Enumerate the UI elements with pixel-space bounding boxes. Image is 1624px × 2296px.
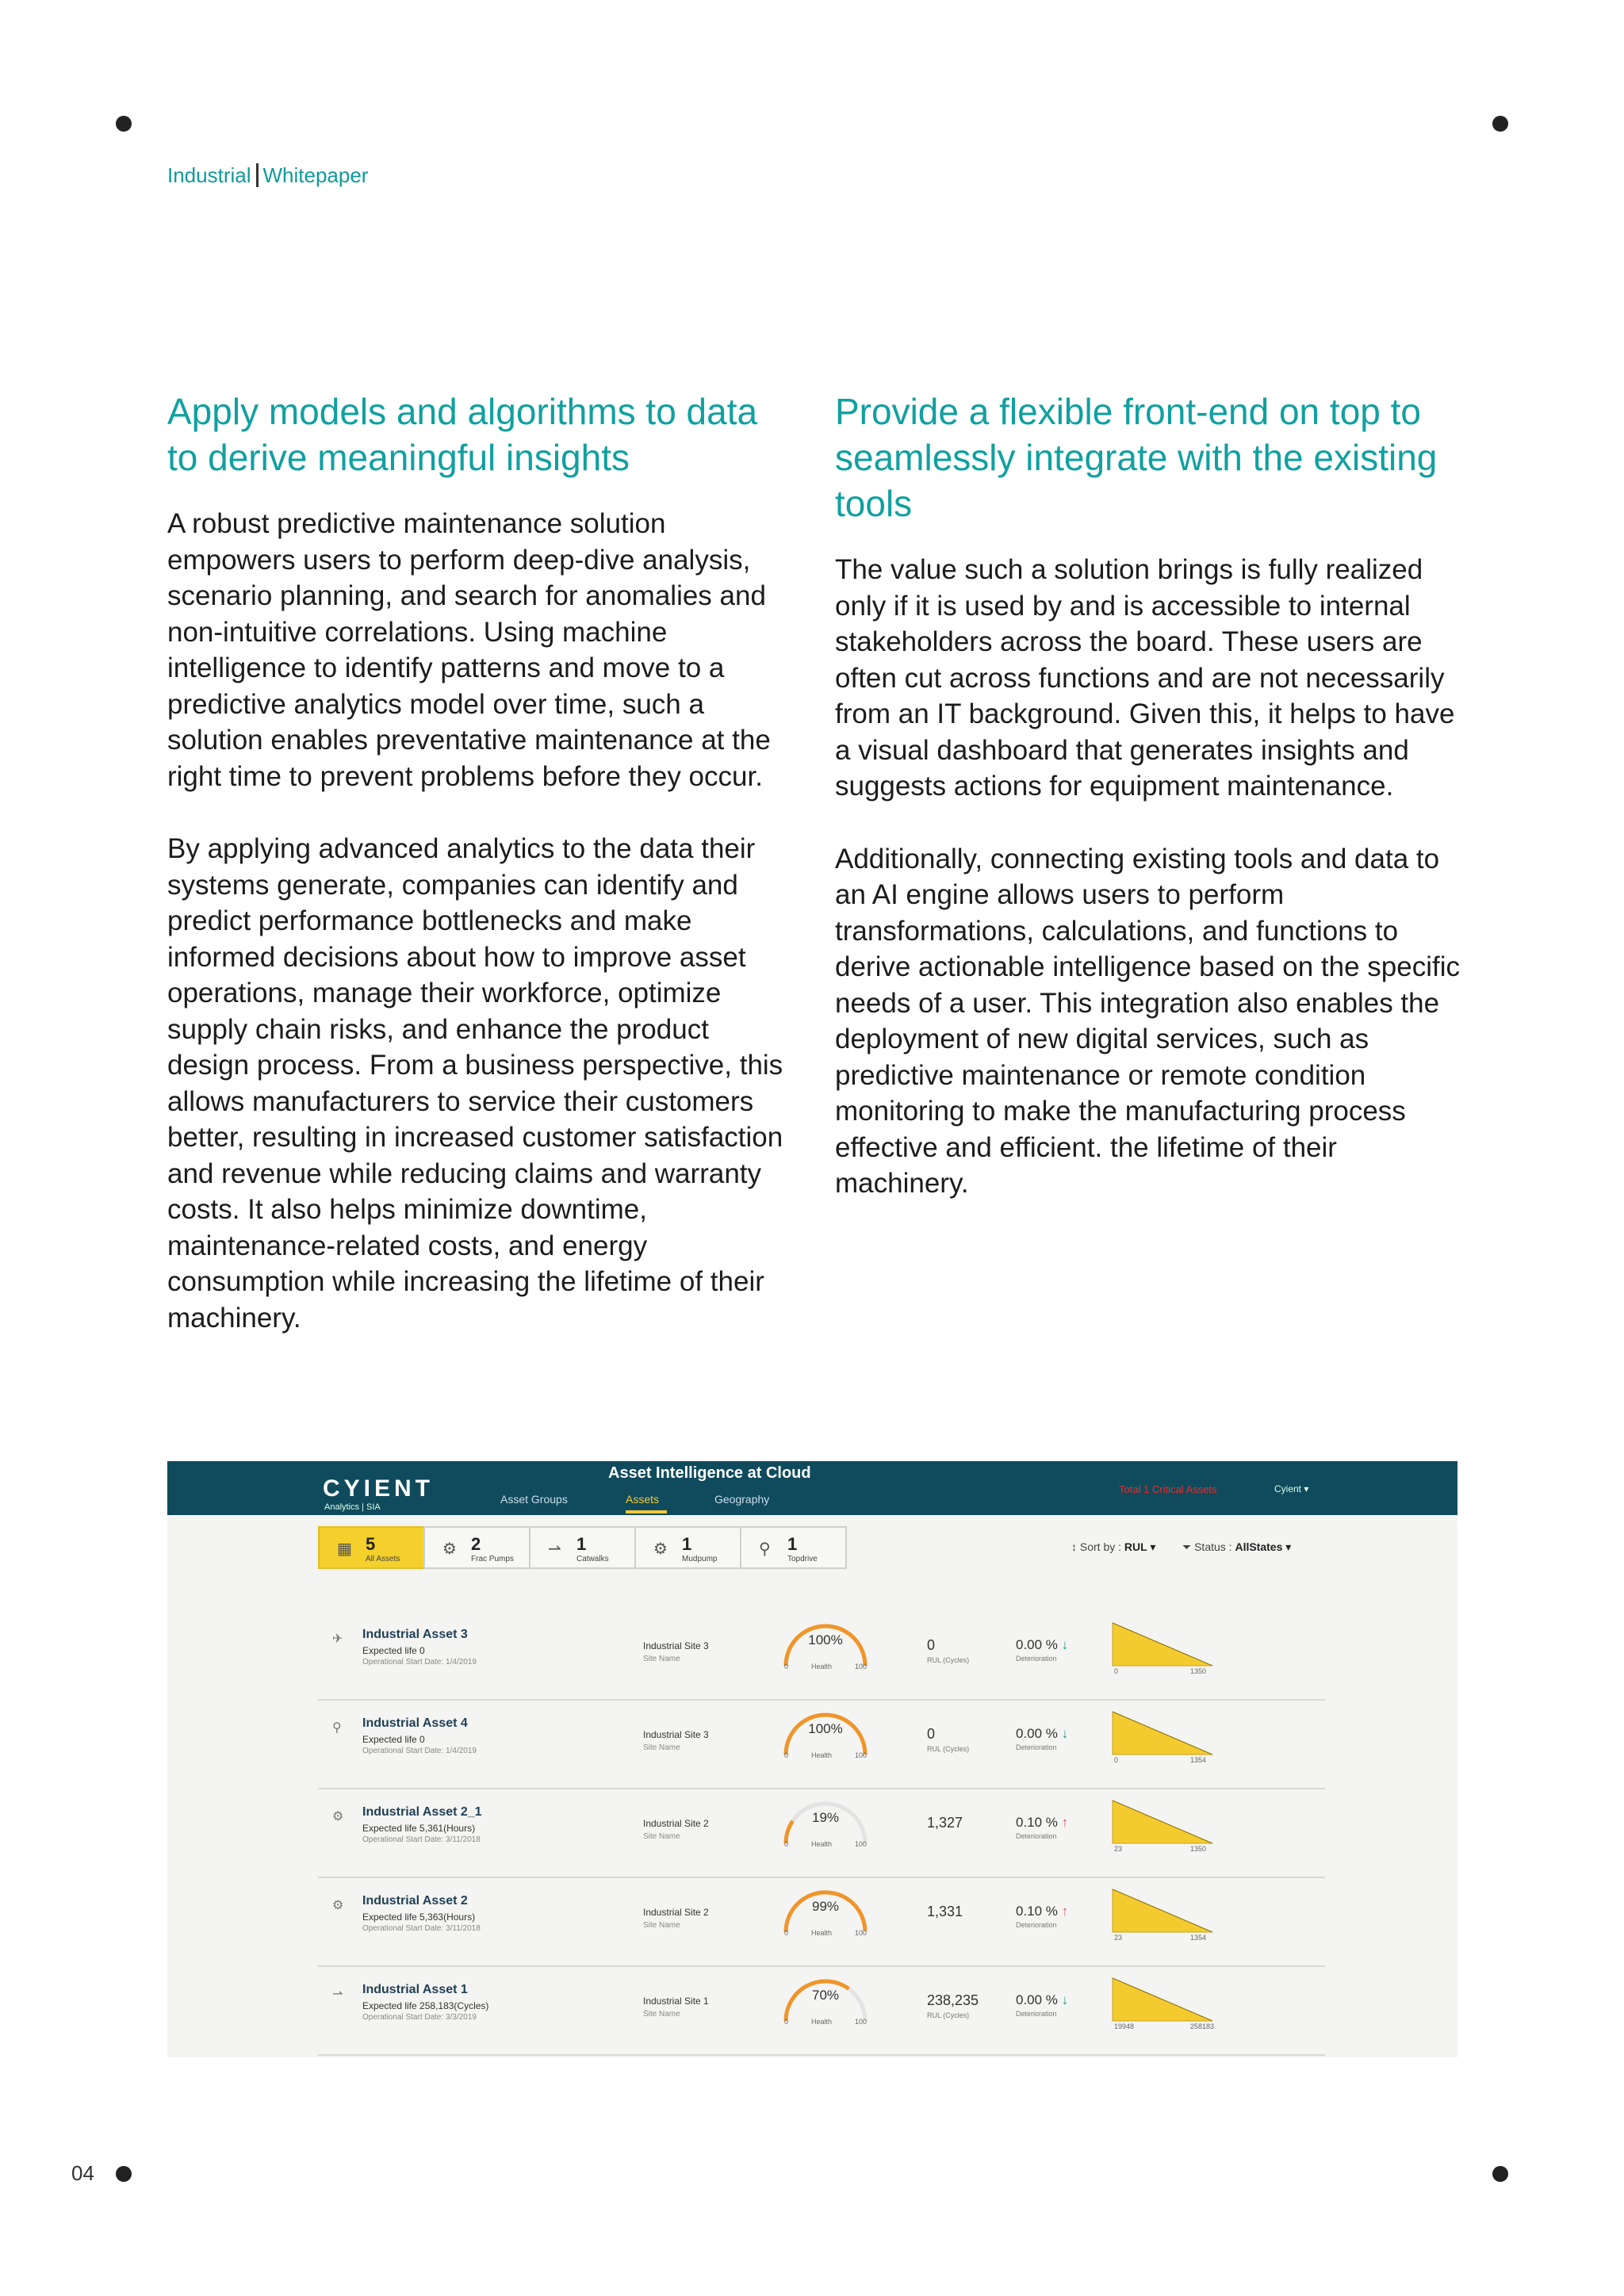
asset-site-label: Site Name [643,1743,680,1752]
deterioration-label: Deterioration [1016,1921,1057,1929]
grid-icon: ▦ [337,1540,352,1558]
gauge-max: 100 [855,2018,868,2026]
gauge-max: 100 [855,1663,868,1670]
filter-label: Topdrive [787,1555,818,1563]
brand-subtitle: Analytics | SIA [324,1502,381,1512]
status-value: AllStates ▾ [1235,1540,1292,1553]
critical-assets-link[interactable]: Total 1 Critical Assets [1119,1483,1217,1495]
gauge-label: Health [811,1840,833,1848]
deterioration-number: 0.10 % [1016,1815,1058,1830]
trend-down-icon: ↓ [1061,1992,1069,2007]
chart-x-max: 258183 [1190,2022,1215,2030]
asset-site-label: Site Name [643,1921,680,1930]
gauge-label: Health [811,1751,833,1759]
chart-x-max: 1354 [1190,1934,1207,1942]
page-number: 04 [71,2161,94,2185]
gauge-label: Health [811,1929,833,1937]
left-paragraph: By applying advanced analytics to the data their systems generate, companies can identify and predict performance bottlenecks and make informed decisions about how to improve asset operations, manage their workforce, optimize supply chain risks, and enhance the product design process. From a business perspective, this allows manufacturers to service their customers better, resulting in increased customer satisfaction and revenue while reducing claims and warranty costs. It also helps minimize downtime, maintenance-related costs, and energy consumption while increasing the lifetime of their machinery. [167,833,783,1334]
filter-count: 1 [787,1534,798,1554]
rul-value: 0 [927,1726,936,1742]
filter-label: Mudpump [682,1555,718,1563]
deterioration-number: 0.00 % [1016,1992,1058,2007]
filter-frac-pumps[interactable] [423,1526,530,1569]
rul-value: 0 [927,1637,936,1653]
deterioration-chart [1111,1888,1214,1934]
nav-geography[interactable]: Geography [714,1493,770,1506]
nav-asset-groups[interactable]: Asset Groups [500,1493,568,1506]
asset-type-icon: ⚙ [332,1899,344,1912]
rul-value: 1,327 [927,1815,963,1831]
gauge-max: 100 [855,1751,868,1759]
gauge-max: 100 [855,1840,868,1848]
pump-icon: ⚙ [442,1540,457,1558]
asset-type-icon: ⇀ [332,1988,343,2001]
filter-count: 2 [471,1534,481,1554]
health-value: 19% [811,1810,840,1825]
gauge-label: Health [811,2018,833,2026]
health-value: 100% [808,1721,843,1736]
deterioration-label: Deterioration [1016,1832,1057,1840]
status-label: Status : [1194,1540,1232,1553]
header-section: Industrial [167,163,251,187]
filter-count: 5 [366,1534,376,1554]
header-doc-type: Whitepaper [262,163,369,187]
chart-x-min: 19948 [1114,2022,1135,2030]
deterioration-value [1016,1815,1068,1831]
filter-count: 1 [576,1534,587,1554]
asset-row[interactable] [318,1967,1325,2056]
sort-label: Sort by : [1079,1540,1122,1553]
asset-name[interactable]: Industrial Asset 1 [362,1983,468,1996]
gauge-min: 0 [784,2018,789,2026]
gauge-min: 0 [784,1663,789,1670]
left-paragraph: A robust predictive maintenance solution empowers users to perform deep-dive analysis, scenario planning, and search for anomalies and non-intuitive correlations. Using machine intelligence to identify patterns and move to a predictive analytics model over time, such a solution enables preventative maintenance at the right time to prevent problems before they occur. [167,508,771,792]
rul-value: 238,235 [927,1992,979,2008]
chart-x-min: 0 [1114,1756,1119,1764]
deterioration-label: Deterioration [1016,1655,1057,1663]
trend-up-icon: ↑ [1061,1904,1069,1919]
status-filter[interactable] [1182,1540,1291,1554]
corner-dot [116,2166,132,2182]
topdrive-icon: ⚲ [759,1540,771,1558]
asset-type-icon: ✈ [332,1632,343,1646]
rul-label: RUL (Cycles) [927,1745,970,1753]
deterioration-value [1016,1637,1068,1653]
asset-row[interactable] [318,1789,1325,1878]
asset-name[interactable]: Industrial Asset 4 [362,1716,468,1730]
asset-site: Industrial Site 3 [643,1640,709,1651]
deterioration-chart [1111,1710,1214,1756]
mudpump-icon: ⚙ [653,1540,668,1558]
catwalk-icon: ⇀ [548,1540,561,1558]
asset-filter-bar [318,1526,845,1569]
sort-value: RUL ▾ [1124,1540,1156,1553]
sort-control[interactable] [1071,1540,1155,1554]
asset-site-label: Site Name [643,2010,680,2019]
asset-site: Industrial Site 2 [643,1818,709,1829]
asset-name[interactable]: Industrial Asset 2_1 [362,1805,482,1819]
deterioration-chart [1111,1976,1214,2022]
health-value: 99% [811,1899,840,1914]
asset-row[interactable] [318,1701,1325,1789]
asset-row[interactable] [318,1878,1325,1967]
asset-site: Industrial Site 2 [643,1907,709,1918]
asset-list [318,1612,1325,2056]
asset-expected-life: Expected life 0 [362,1734,425,1745]
right-heading: Provide a flexible front-end on top to seamlessly integrate with the existing tools [835,391,1438,524]
gauge-min: 0 [784,1751,789,1759]
filter-catwalks[interactable] [529,1526,636,1569]
deterioration-value [1016,1992,1068,2008]
asset-expected-life: Expected life 0 [362,1645,425,1656]
dashboard-topbar [167,1461,1457,1515]
header-separator [256,163,259,187]
rul-value: 1,331 [927,1904,963,1919]
nav-assets[interactable]: Assets [626,1493,660,1506]
gauge-max: 100 [855,1929,868,1937]
health-value: 70% [811,1988,840,2003]
chart-x-min: 0 [1114,1667,1119,1675]
dashboard-screenshot [167,1461,1457,2057]
trend-up-icon: ↑ [1061,1815,1069,1830]
brand-logo: CYIENT [323,1475,435,1502]
chart-x-min: 23 [1114,1934,1123,1942]
filter-icon: ⏷ [1182,1540,1192,1553]
asset-expected-life: Expected life 258,183(Cycles) [362,2000,489,2011]
deterioration-label: Deterioration [1016,2010,1057,2018]
asset-site-label: Site Name [643,1832,680,1841]
deterioration-number: 0.00 % [1016,1637,1058,1652]
rul-label: RUL (Cycles) [927,1656,970,1664]
asset-start-date: Operational Start Date: 3/3/2019 [362,2013,477,2022]
chart-x-max: 1354 [1190,1756,1207,1764]
dashboard-title: Asset Intelligence at Cloud [608,1464,811,1482]
asset-expected-life: Expected life 5,363(Hours) [362,1911,476,1923]
left-heading: Apply models and algorithms to data to derive meaningful insights [167,391,758,478]
filter-count: 1 [682,1534,692,1554]
trend-down-icon: ↓ [1061,1726,1069,1741]
deterioration-chart [1111,1621,1214,1667]
asset-site: Industrial Site 3 [643,1729,709,1740]
health-value: 100% [808,1632,843,1647]
user-menu[interactable]: Cyient ▾ [1274,1483,1309,1494]
gauge-min: 0 [784,1929,789,1937]
filter-label: All Assets [366,1555,400,1563]
asset-site-label: Site Name [643,1655,680,1663]
asset-start-date: Operational Start Date: 3/11/2018 [362,1835,481,1844]
asset-start-date: Operational Start Date: 1/4/2019 [362,1747,477,1755]
corner-dot [1492,2166,1508,2182]
asset-row[interactable] [318,1612,1325,1701]
asset-type-icon: ⚲ [332,1721,342,1735]
left-column [167,388,794,1372]
asset-type-icon: ⚙ [332,1810,344,1823]
deterioration-number: 0.10 % [1016,1904,1058,1919]
gauge-label: Health [811,1663,833,1670]
filter-topdrive[interactable] [740,1526,847,1569]
asset-name[interactable]: Industrial Asset 2 [362,1894,468,1908]
asset-start-date: Operational Start Date: 3/11/2018 [362,1924,481,1933]
right-column [835,388,1461,1238]
deterioration-chart [1111,1799,1214,1845]
filter-label: Frac Pumps [471,1555,514,1563]
trend-down-icon: ↓ [1061,1637,1069,1652]
corner-dot [1492,116,1508,132]
right-paragraph: Additionally, connecting existing tools and data to an AI engine allows users to perform transformations, calculations, and functions to derive actionable intelligence based on the specific needs of a user. This integration also enables the deployment of new digital services, such as predictive maintenance or remote condition monitoring to make the manufacturing process effective and efficient. the lifetime of their machinery. [835,843,1461,1199]
deterioration-value [1016,1904,1068,1919]
deterioration-value [1016,1726,1068,1742]
filter-mudpump[interactable] [634,1526,741,1569]
asset-start-date: Operational Start Date: 1/4/2019 [362,1658,477,1667]
deterioration-number: 0.00 % [1016,1726,1058,1741]
filter-label: Catwalks [576,1555,609,1563]
right-paragraph: The value such a solution brings is fully realized only if it is used by and is accessible to internal stakeholders across the board. These users are often cut across functions and are not necessarily from an IT background. Given this, it helps to have a visual dashboard that generates insights and suggests actions for equipment maintenance. [835,554,1455,802]
asset-name[interactable]: Industrial Asset 3 [362,1628,468,1641]
chart-x-max: 1350 [1190,1667,1207,1675]
asset-site: Industrial Site 1 [643,1996,709,2007]
corner-dot [116,116,132,132]
deterioration-label: Deterioration [1016,1743,1057,1751]
chart-x-max: 1350 [1190,1845,1207,1853]
sort-icon: ↕ [1071,1540,1077,1553]
rul-label: RUL (Cycles) [927,2011,970,2019]
header-tag [167,163,368,188]
filter-all-assets[interactable] [318,1526,425,1569]
gauge-min: 0 [784,1840,789,1848]
asset-expected-life: Expected life 5,361(Hours) [362,1823,476,1834]
nav-active-indicator [626,1510,667,1513]
chart-x-min: 23 [1114,1845,1123,1853]
